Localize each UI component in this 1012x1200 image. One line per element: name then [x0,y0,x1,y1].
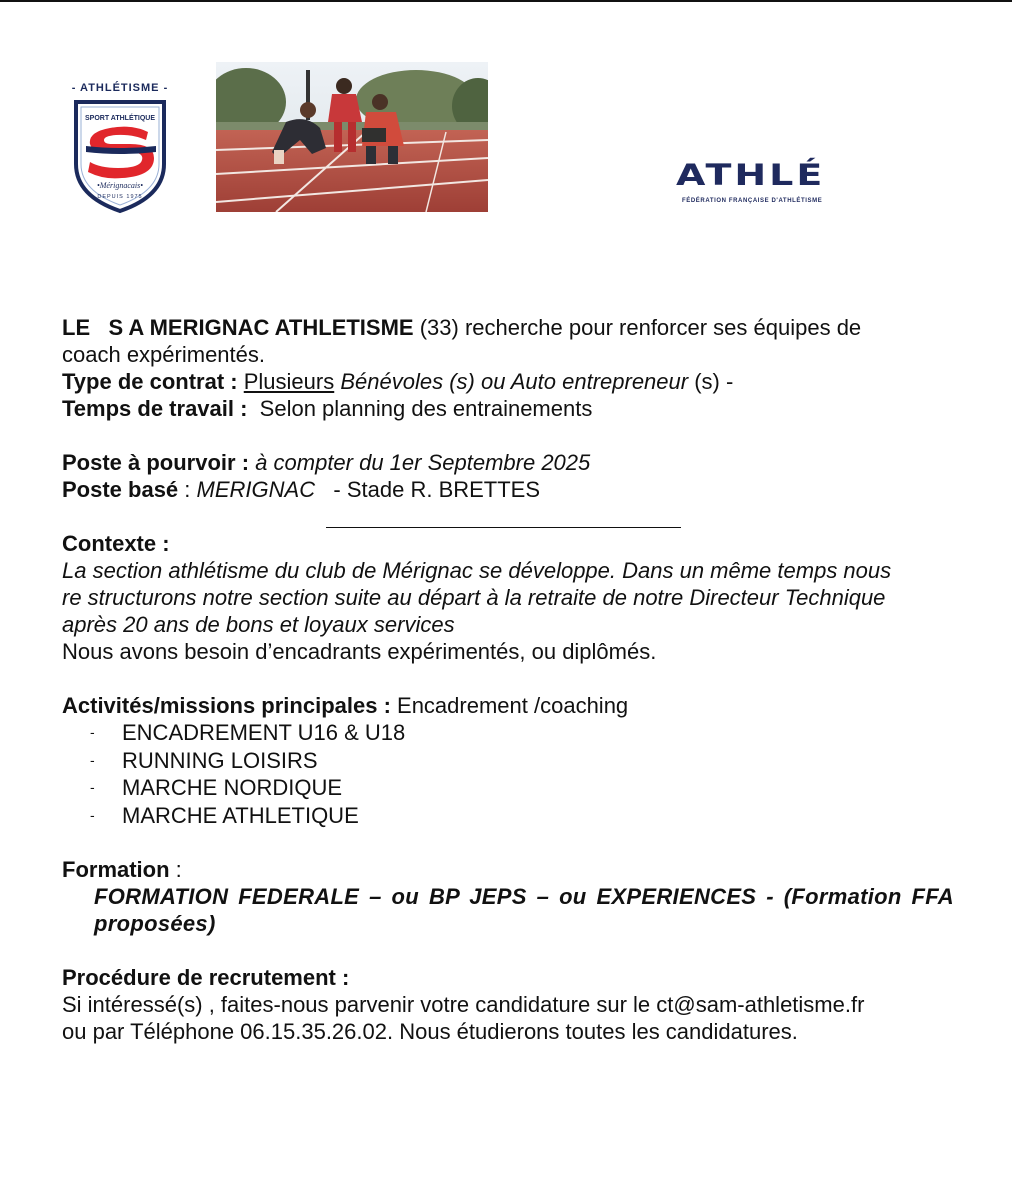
training-text: FORMATION FEDERALE – ou BP JEPS – ou EXPERIENCES - (Formation FFA proposées) [94,884,954,936]
context-line-3: après 20 ans de bons et loyaux services [62,612,455,637]
top-border [0,0,1012,2]
shield-top-text: SPORT ATHLÉTIQUE [85,115,155,122]
activities-list [62,719,954,829]
location-stadium: - Stade R. BRETTES [315,477,541,502]
position-label: Poste à pourvoir : [62,450,250,475]
training-label: Formation [62,857,170,882]
club-logo [66,80,174,216]
contract-type: Bénévoles (s) ou Auto entrepreneur [340,369,689,394]
club-name: LE S A MERIGNAC ATHLETISME [62,315,414,340]
recruitment-line-1: Si intéressé(s) , faites-nous parvenir votre candidature sur le ct@sam-athletisme.fr [62,992,865,1017]
work-time-label: Temps de travail : [62,396,248,421]
context-line-1: La section athlétisme du club de Mérignac se développe. Dans un même temps nous [62,558,892,583]
athle-logo [674,157,874,212]
club-shield-icon [70,98,170,214]
shield-since-text: DEPUIS 1975 [97,194,143,200]
contract-line: Type de contrat : Plusieurs Bénévoles (s) ou Auto entrepreneur (s) - [62,369,734,394]
contract-underlined: Plusieurs [243,369,335,394]
list-item: - ENCADREMENT U16 & U18 [90,720,406,745]
recruitment-label: Procédure de recrutement : [62,965,350,990]
list-item: - RUNNING LOISIRS [90,747,318,773]
intro-line-2: coach expérimentés. [62,342,265,367]
athle-subtitle: FÉDÉRATION FRANÇAISE D'ATHLÉTISME [682,198,823,204]
list-item: - MARCHE NORDIQUE [90,775,343,800]
context-label: Contexte : [62,531,170,556]
club-logo-caption: - ATHLÉTISME - [71,82,169,94]
context-line-4: Nous avons besoin d’encadrants expérimentés, ou diplômés. [62,639,657,664]
position-value: à compter du 1er Septembre 2025 [255,450,591,475]
job-offer-body [62,314,954,1045]
track-photo [216,62,488,212]
context-line-2: re structurons notre section suite au départ à la retraite de notre Directeur Technique [62,585,886,610]
position-line [62,449,954,476]
activities-line [62,692,954,719]
training-line: Formation : [62,857,182,882]
separator [62,503,954,530]
recruitment-line-2: ou par Téléphone 06.15.35.26.02. Nous étudierons toutes les candidatures. [62,1019,798,1044]
activities-label: Activités/missions principales : [62,693,391,718]
shield-city-text: •Mérignacais• [96,181,144,190]
location-label: Poste basé [62,477,179,502]
intro-line-1: LE S A MERIGNAC ATHLETISME (33) recherche pour renforcer ses équipes de [62,315,862,340]
contract-label: Type de contrat : [62,369,238,394]
location-city: MERIGNAC [196,477,316,502]
work-time-value: Selon planning des entrainements [247,396,593,421]
location-line: Poste basé : MERIGNAC - Stade R. BRETTES [62,477,541,502]
work-time-line [62,395,954,422]
activities-value: Encadrement /coaching [390,693,629,718]
list-item: - MARCHE ATHLETIQUE [90,802,359,828]
athle-wordmark: ATHLÉ [676,157,826,192]
